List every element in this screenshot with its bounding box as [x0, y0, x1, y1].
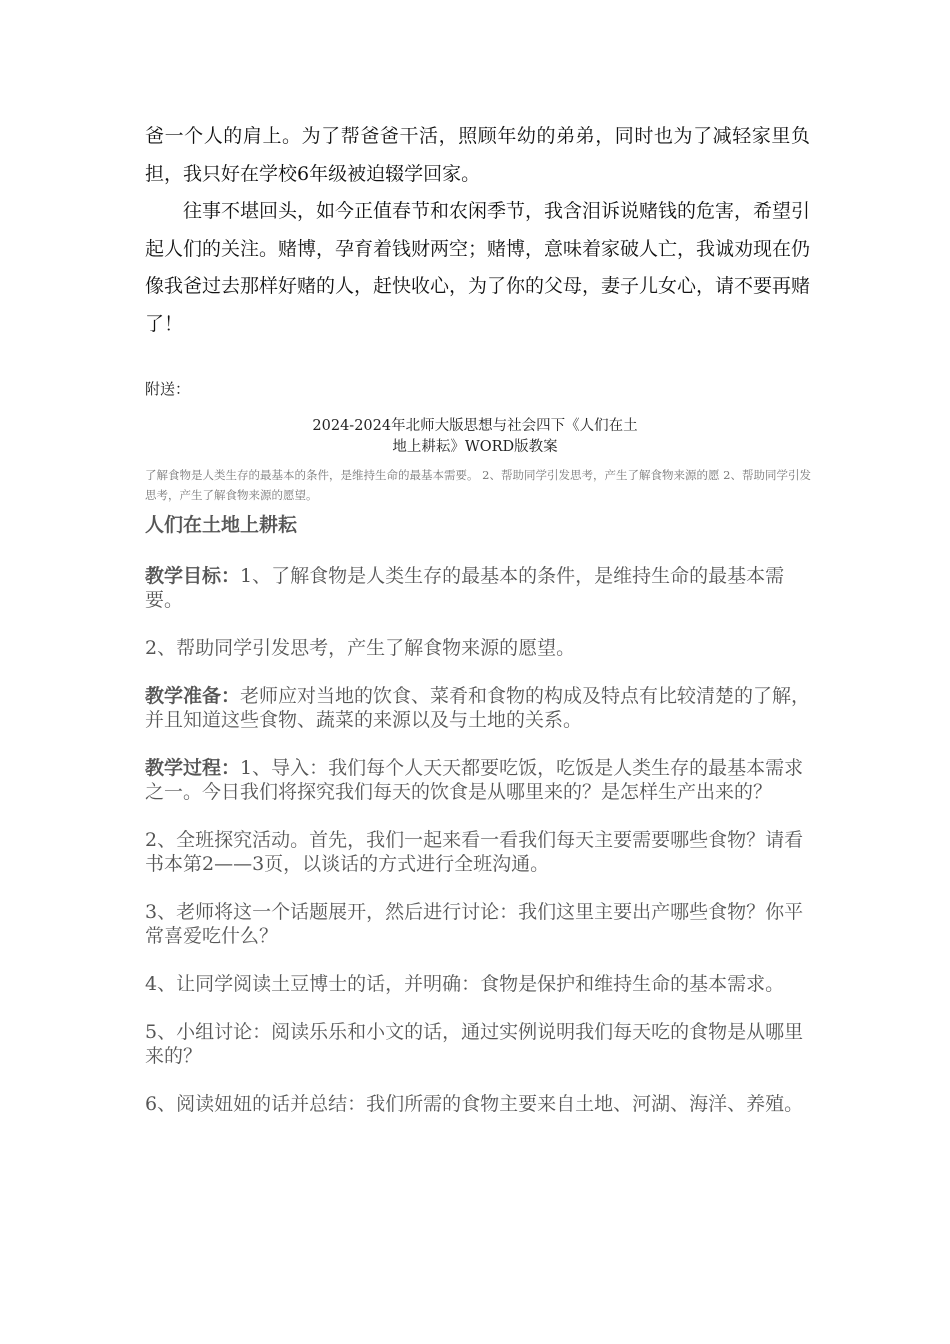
prep-text: 老师应对当地的饮食、菜肴和食物的构成及特点有比较清楚的了解，并且知道这些食物、蔬菜的来源以及与土地的关系。: [145, 685, 811, 731]
appendix-label: 附送：: [145, 380, 191, 398]
lesson-plan: [145, 512, 815, 1140]
step-1-text: 1、导入：我们每个人天天都要吃饭，吃饭是人类生存的最基本需求之一。今日我们将探究我们每天的饮食是从哪里来的？是怎样生产出来的？: [145, 757, 804, 803]
story-paragraph-1: 爸一个人的肩上。为了帮爸爸干活，照顾年幼的弟弟，同时也为了减轻家里负担，我只好在学校6年级被迫辍学回家。: [145, 125, 810, 185]
teaching-step-2: 2、全班探究活动。首先，我们一起来看一看我们每天主要需要哪些食物？请看书本第2——3页，以谈话的方式进行全班沟通。: [145, 829, 804, 875]
story-paragraph-2: 往事不堪回头，如今正值春节和农闲季节，我含泪诉说赌钱的危害，希望引起人们的关注。赌博，孕育着钱财两空；赌博，意味着家破人亡，我诚劝现在仍像我爸过去那样好赌的人，赶快收心，为了你的父母，妻子儿女心，请不要再赌了！: [145, 200, 811, 335]
process-label: 教学过程：: [145, 757, 241, 779]
goal-label: 教学目标：: [145, 565, 241, 587]
lesson-title: 人们在土地上耕耘: [145, 514, 298, 536]
teaching-step-5: 5、小组讨论：阅读乐乐和小文的话，通过实例说明我们每天吃的食物是从哪里来的？: [145, 1021, 804, 1067]
teaching-step-4: 4、让同学阅读土豆博士的话，并明确：食物是保护和维持生命的基本需求。: [145, 973, 785, 995]
prep-label: 教学准备：: [145, 685, 241, 707]
teaching-goal-1: [145, 564, 815, 612]
teaching-step-3: 3、老师将这一个话题展开，然后进行讨论：我们这里主要出产哪些食物？你平常喜爱吃什么？: [145, 901, 804, 947]
teaching-step-1: [145, 756, 815, 804]
document-summary: 了解食物是人类生存的最基本的条件，是维持生命的最基本需要。 2、帮助同学引发思考，产生了解食物来源的愿 2、帮助同学引发思考，产生了解食物来源的愿望。: [145, 468, 811, 502]
teaching-goal-2: 2、帮助同学引发思考，产生了解食物来源的愿望。: [145, 637, 576, 659]
teaching-prep: [145, 684, 815, 732]
story-text: [145, 118, 810, 343]
document-title-line-1: 2024-2024年北师大版思想与社会四下《人们在土: [312, 418, 638, 434]
teaching-step-6: 6、阅读妞妞的话并总结：我们所需的食物主要来自土地、河湖、海洋、养殖。: [145, 1093, 804, 1115]
document-title: [250, 416, 700, 458]
goal-1-text: 1、了解食物是人类生存的最基本的条件，是维持生命的最基本需要。: [145, 565, 785, 611]
document-title-line-2: 地上耕耘》WORD版教案: [392, 439, 558, 455]
